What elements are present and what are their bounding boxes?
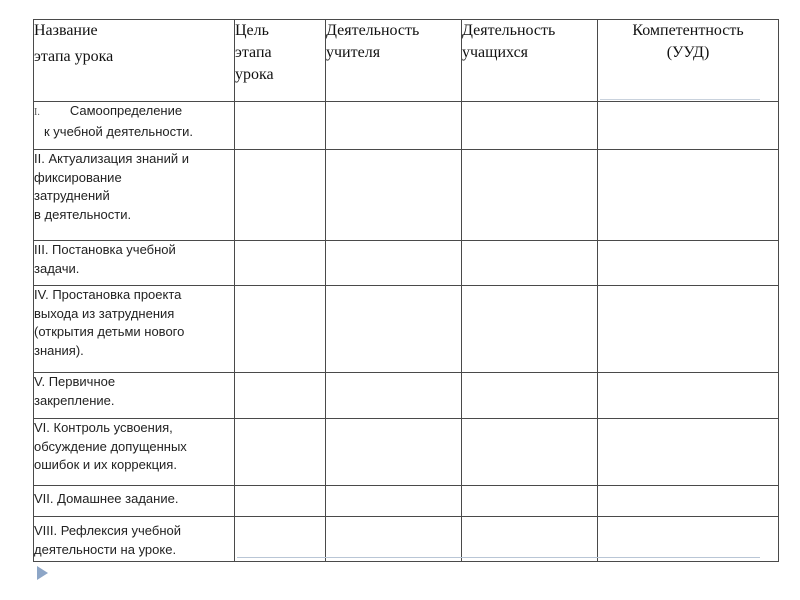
stage-cell: [34, 286, 235, 373]
student-activity-cell[interactable]: [462, 102, 598, 150]
header-teacher-activity: [326, 20, 462, 102]
stage-cell: [34, 373, 235, 419]
table-row: [34, 373, 779, 419]
student-activity-cell[interactable]: [462, 286, 598, 373]
stage-line: задачи.: [34, 260, 80, 276]
teacher-activity-cell[interactable]: [326, 150, 462, 241]
student-activity-cell[interactable]: [462, 517, 598, 562]
header-goal: [235, 20, 326, 102]
stage-line: закрепление.: [34, 392, 115, 408]
header-competence-line: (УУД): [666, 44, 710, 61]
stage-line: IV. Простановка проекта: [34, 287, 182, 302]
teacher-activity-cell[interactable]: [326, 486, 462, 517]
student-activity-cell[interactable]: [462, 419, 598, 486]
stage-line: III. Постановка учебной: [34, 242, 176, 257]
competence-cell[interactable]: [598, 419, 779, 486]
table-row: [34, 419, 779, 486]
stage-line: к учебной деятельности.: [44, 123, 193, 139]
stage-line: деятельности на уроке.: [34, 541, 177, 557]
teacher-activity-cell[interactable]: [326, 419, 462, 486]
stage-line: V. Первичное: [34, 374, 116, 389]
teacher-activity-cell[interactable]: [326, 517, 462, 562]
header-competence-line: Компетентность: [632, 22, 744, 39]
header-teacher-activity-line: учителя: [326, 44, 381, 61]
table-row: [34, 241, 779, 286]
stage-line: VII. Домашнее задание.: [34, 491, 179, 506]
competence-cell[interactable]: [598, 486, 779, 517]
stage-line: ошибок и их коррекция.: [34, 457, 177, 472]
competence-cell[interactable]: [598, 102, 779, 150]
stage-line: обсуждение допущенных: [34, 438, 187, 454]
decorative-divider: [237, 557, 760, 558]
play-arrow-icon: [37, 566, 48, 580]
goal-cell[interactable]: [235, 373, 326, 419]
header-row: [34, 20, 779, 102]
stage-line: фиксирование: [34, 169, 122, 185]
goal-cell[interactable]: [235, 517, 326, 562]
lesson-plan-table: [33, 19, 779, 562]
competence-cell[interactable]: [598, 241, 779, 286]
stage-line: в деятельности.: [34, 206, 132, 222]
header-competence: [598, 20, 779, 102]
competence-cell[interactable]: [598, 286, 779, 373]
header-goal-line: этапа: [235, 44, 272, 61]
stage-line: VIII. Рефлексия учебной: [34, 523, 182, 538]
stage-line: II. Актуализация знаний и: [34, 151, 189, 166]
goal-cell[interactable]: [235, 486, 326, 517]
stage-line: затруднений: [34, 188, 110, 203]
stage-cell: [34, 102, 235, 150]
goal-cell[interactable]: [235, 286, 326, 373]
student-activity-cell[interactable]: [462, 373, 598, 419]
table-row: [34, 486, 779, 517]
stage-line-text: Самоопределение: [69, 103, 183, 118]
student-activity-cell[interactable]: [462, 150, 598, 241]
stage-line: VI. Контроль усвоения,: [34, 420, 173, 435]
table-row: [34, 517, 779, 562]
teacher-activity-cell[interactable]: [326, 241, 462, 286]
stage-roman-numeral: I.: [34, 107, 40, 118]
table-row: [34, 102, 779, 150]
goal-cell[interactable]: [235, 419, 326, 486]
header-goal-line: урока: [235, 66, 274, 83]
table-row: [34, 150, 779, 241]
stage-cell: [34, 486, 235, 517]
teacher-activity-cell[interactable]: [326, 102, 462, 150]
stage-cell: [34, 419, 235, 486]
header-stage-name: [34, 20, 235, 102]
student-activity-cell[interactable]: [462, 486, 598, 517]
header-student-activity-line: Деятельность: [462, 22, 556, 39]
competence-cell[interactable]: [598, 150, 779, 241]
stage-line: знания).: [34, 342, 84, 358]
stage-line: [34, 102, 234, 123]
competence-cell[interactable]: [598, 517, 779, 562]
header-goal-line: Цель: [235, 22, 269, 39]
header-student-activity-line: учащихся: [462, 44, 529, 61]
stage-cell: [34, 150, 235, 241]
teacher-activity-cell[interactable]: [326, 373, 462, 419]
stage-line: выхода из затруднения: [34, 305, 175, 321]
header-stage-name-line: Название: [34, 22, 98, 39]
teacher-activity-cell[interactable]: [326, 286, 462, 373]
decorative-divider: [600, 99, 760, 100]
header-stage-name-line: этапа урока: [34, 48, 114, 65]
header-teacher-activity-line: Деятельность: [326, 22, 420, 39]
stage-cell: [34, 517, 235, 562]
table-row: [34, 286, 779, 373]
goal-cell[interactable]: [235, 150, 326, 241]
stage-line: (открытия детьми нового: [34, 324, 185, 339]
header-student-activity: [462, 20, 598, 102]
goal-cell[interactable]: [235, 102, 326, 150]
competence-cell[interactable]: [598, 373, 779, 419]
goal-cell[interactable]: [235, 241, 326, 286]
student-activity-cell[interactable]: [462, 241, 598, 286]
stage-cell: [34, 241, 235, 286]
